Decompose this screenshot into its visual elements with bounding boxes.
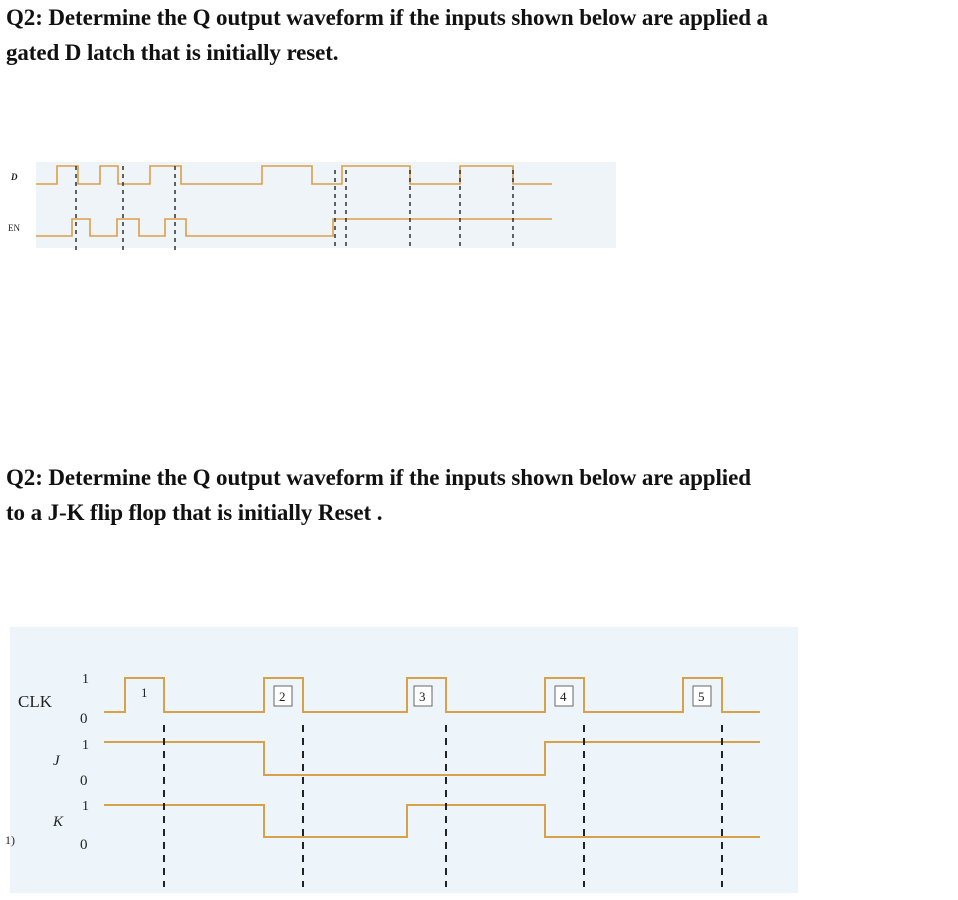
question-1-text-1: Determine the Q output waveform if the inputs shown below are applied a [48, 5, 768, 30]
j-low-level-label: 0 [80, 773, 88, 789]
pulse-5-label: 5 [698, 689, 705, 704]
k-signal-label: K [53, 814, 64, 830]
pulse-2-label: 2 [279, 689, 286, 704]
question-2-text-1: Determine the Q output waveform if the inputs shown below are applied [48, 465, 751, 490]
question-1-line-2: gated D latch that is initially reset. [6, 40, 339, 65]
question-2-line-2: to a J-K flip flop that is initially Reset . [6, 500, 383, 525]
j-signal-label: J [53, 753, 60, 769]
clk-high-level-label: 1 [82, 672, 89, 687]
d-latch-timing-svg [0, 160, 620, 255]
j-high-level-label: 1 [82, 738, 89, 753]
question-1-number: Q2: [6, 5, 43, 30]
jk-diagram-background [10, 627, 798, 893]
clk-low-level-label: 0 [80, 711, 88, 727]
question-2-line-1 [6, 460, 946, 495]
question-2 [6, 460, 946, 530]
jk-flipflop-timing-diagram [0, 625, 800, 895]
d-latch-timing-diagram [0, 160, 620, 255]
k-high-level-label: 1 [82, 799, 89, 814]
pulse-1-label: 1 [141, 685, 148, 700]
k-low-level-label: 0 [80, 837, 88, 853]
en-signal-label: EN [8, 223, 20, 233]
clk-signal-label: CLK [18, 692, 52, 711]
question-1 [6, 0, 956, 70]
question-1-line-1 [6, 0, 956, 35]
jk-timing-svg [0, 625, 800, 895]
question-2-number: Q2: [6, 465, 43, 490]
pulse-3-label: 3 [419, 689, 426, 704]
d-signal-label: D [11, 172, 18, 182]
pulse-4-label: 4 [560, 689, 567, 704]
edge-mark-label: 1) [5, 833, 15, 847]
